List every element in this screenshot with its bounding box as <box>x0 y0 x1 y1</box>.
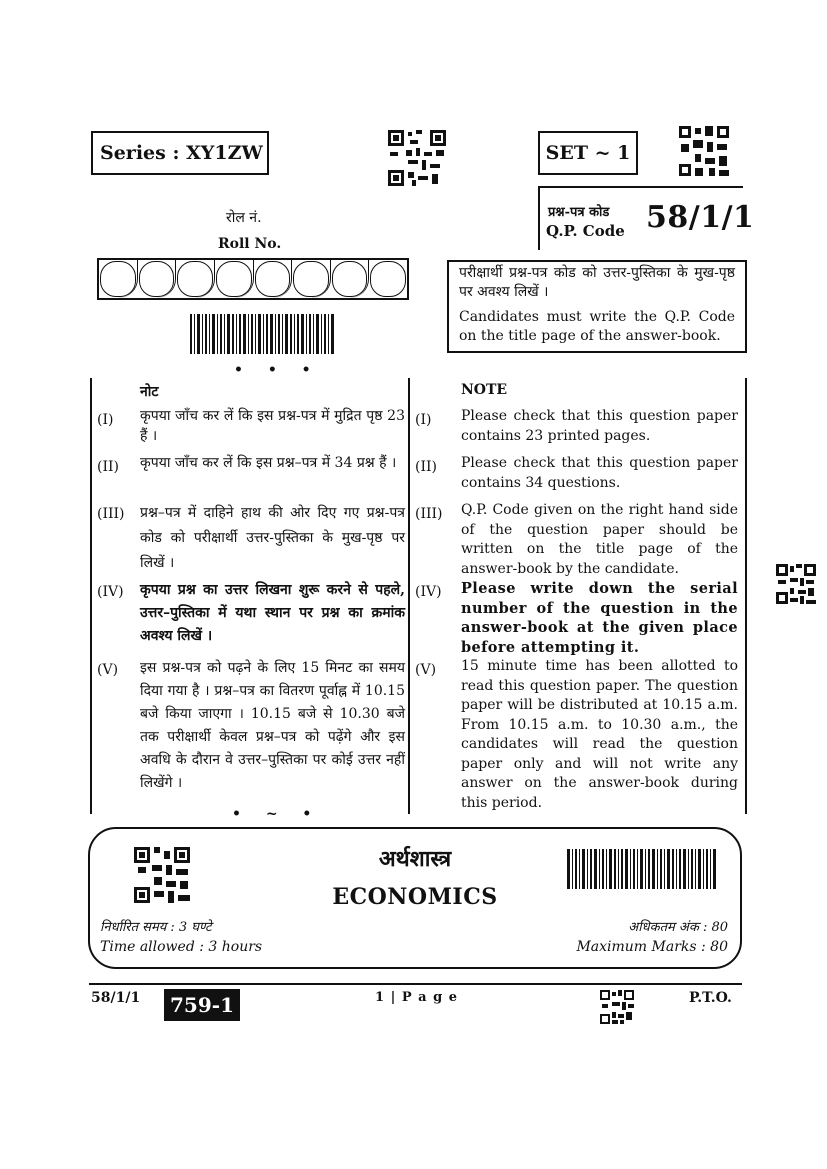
subject-title: ECONOMICS <box>332 884 498 910</box>
qp-code-box <box>538 186 755 250</box>
note-heading-hindi: नोट <box>140 384 159 400</box>
qr-code-set-icon <box>679 126 729 176</box>
subject-box <box>88 827 742 969</box>
instruction-hindi: इस प्रश्न-पत्र को पढ़ने के लिए 15 मिनट का समय दिया गया है । प्रश्न–पत्र का वितरण पूर्वाह्न में 10.15 बजे किया जाएगा । 10.15 बजे से 10.30 बजे तक परीक्षार्थी केवल प्रश्न–पत्र को पढ़ेंगे और इस अवधि के दौरान वे उत्तर–पुस्तिका पर कोई उत्तर नहीं लिखेंगे । <box>140 660 405 791</box>
roll-digit-box[interactable] <box>215 260 254 298</box>
item-number: (IV) <box>97 584 124 600</box>
roll-digit-box[interactable] <box>176 260 215 298</box>
maximum-marks: Maximum Marks : 80 <box>576 939 728 955</box>
barcode-icon <box>190 314 334 354</box>
time-allowed: Time allowed : 3 hours <box>100 939 263 955</box>
note-heading: NOTE <box>461 382 508 398</box>
roll-digit-box[interactable] <box>254 260 293 298</box>
qp-code-label: Q.P. Code <box>546 222 625 240</box>
roll-digit-box[interactable] <box>292 260 331 298</box>
please-turn-over: P.T.O. <box>689 990 732 1006</box>
item-number: (III) <box>415 506 443 522</box>
roll-digit-box[interactable] <box>99 260 138 298</box>
subject-title-hindi: अर्थशास्त्र <box>378 846 452 872</box>
instruction-english: Please write down the serial number of the question in the answer-book at the given place before attempting it. <box>461 580 738 656</box>
item-number: (II) <box>97 459 119 475</box>
qp-code-value: 58/1/1 <box>646 200 755 235</box>
instruction-english: 15 minute time has been allotted to read this question paper. The question paper will be distributed at 10.15 a.m. From 10.15 a.m. to 10.30 a.m., the candidates will read the question paper only and will not write any answer on the answer-book during this period. <box>461 658 738 811</box>
instruction-hindi: कृपया जाँच कर लें कि इस प्रश्न–पत्र में 34 प्रश्न हैं । <box>140 455 397 471</box>
series-label: Series : XY1ZW <box>91 131 269 175</box>
divider-center <box>408 378 410 814</box>
instruction-hindi: प्रश्न–पत्र में दाहिने हाथ की ओर दिए गए प्रश्न-पत्र कोड को परीक्षार्थी उत्तर-पुस्तिका के मुख-पृष्ठ पर लिखें । <box>140 505 405 571</box>
maximum-marks-hindi: अधिकतम अंक : 80 <box>628 920 728 935</box>
instruction-english: Please check that this question paper contains 34 questions. <box>461 455 738 491</box>
separator-dots: • ~ • <box>232 806 322 822</box>
time-allowed-hindi: निर्धारित समय : 3 घण्टे <box>100 920 212 935</box>
notice-english: Candidates must write the Q.P. Code on the title page of the answer-book. <box>459 309 735 344</box>
instructions-section <box>90 378 747 814</box>
page-number: 1 | P a g e <box>375 990 458 1005</box>
notice-box <box>447 260 747 353</box>
roll-number-boxes[interactable] <box>97 258 409 300</box>
subject-barcode-icon <box>567 849 717 889</box>
instruction-english: Please check that this question paper contains 23 printed pages. <box>461 408 738 444</box>
footer-qp-code: 58/1/1 <box>91 990 141 1006</box>
item-number: (V) <box>415 662 437 678</box>
divider-right <box>745 378 747 814</box>
qr-code-top-icon <box>388 130 446 186</box>
item-number: (II) <box>415 459 437 475</box>
footer-divider <box>89 983 742 985</box>
item-number: (I) <box>97 412 114 428</box>
instruction-hindi: कृपया प्रश्न का उत्तर लिखना शुरू करने से पहले, उत्तर–पुस्तिका में यथा स्थान पर प्रश्न का क्रमांक अवश्य लिखें । <box>140 582 405 644</box>
instruction-english: Q.P. Code given on the right hand side of the question paper should be written on the title page of the answer-book by the candidate. <box>461 502 738 577</box>
instruction-hindi: कृपया जाँच कर लें कि इस प्रश्न-पत्र में मुद्रित पृष्ठ 23 हैं । <box>140 408 405 444</box>
item-number: (III) <box>97 506 125 522</box>
roll-no-label: Roll No. <box>218 236 282 252</box>
separator-dots: • • • <box>234 362 321 378</box>
set-label: SET ~ 1 <box>538 131 638 175</box>
qp-code-label-hindi: प्रश्न-पत्र कोड <box>548 205 610 220</box>
footer-paper-number: 759-1 <box>164 989 240 1021</box>
divider-left <box>90 378 92 814</box>
item-number: (IV) <box>415 584 442 600</box>
roll-digit-box[interactable] <box>331 260 370 298</box>
notice-hindi: परीक्षार्थी प्रश्न-पत्र कोड को उत्तर-पुस्तिका के मुख-पृष्ठ पर अवश्य लिखें । <box>459 265 735 300</box>
roll-digit-box[interactable] <box>138 260 177 298</box>
roll-no-label-hindi: रोल नं. <box>226 210 262 226</box>
qr-code-side-icon <box>776 564 816 604</box>
item-number: (V) <box>97 662 119 678</box>
item-number: (I) <box>415 412 432 428</box>
qr-code-footer-icon <box>600 990 634 1024</box>
roll-digit-box[interactable] <box>369 260 407 298</box>
